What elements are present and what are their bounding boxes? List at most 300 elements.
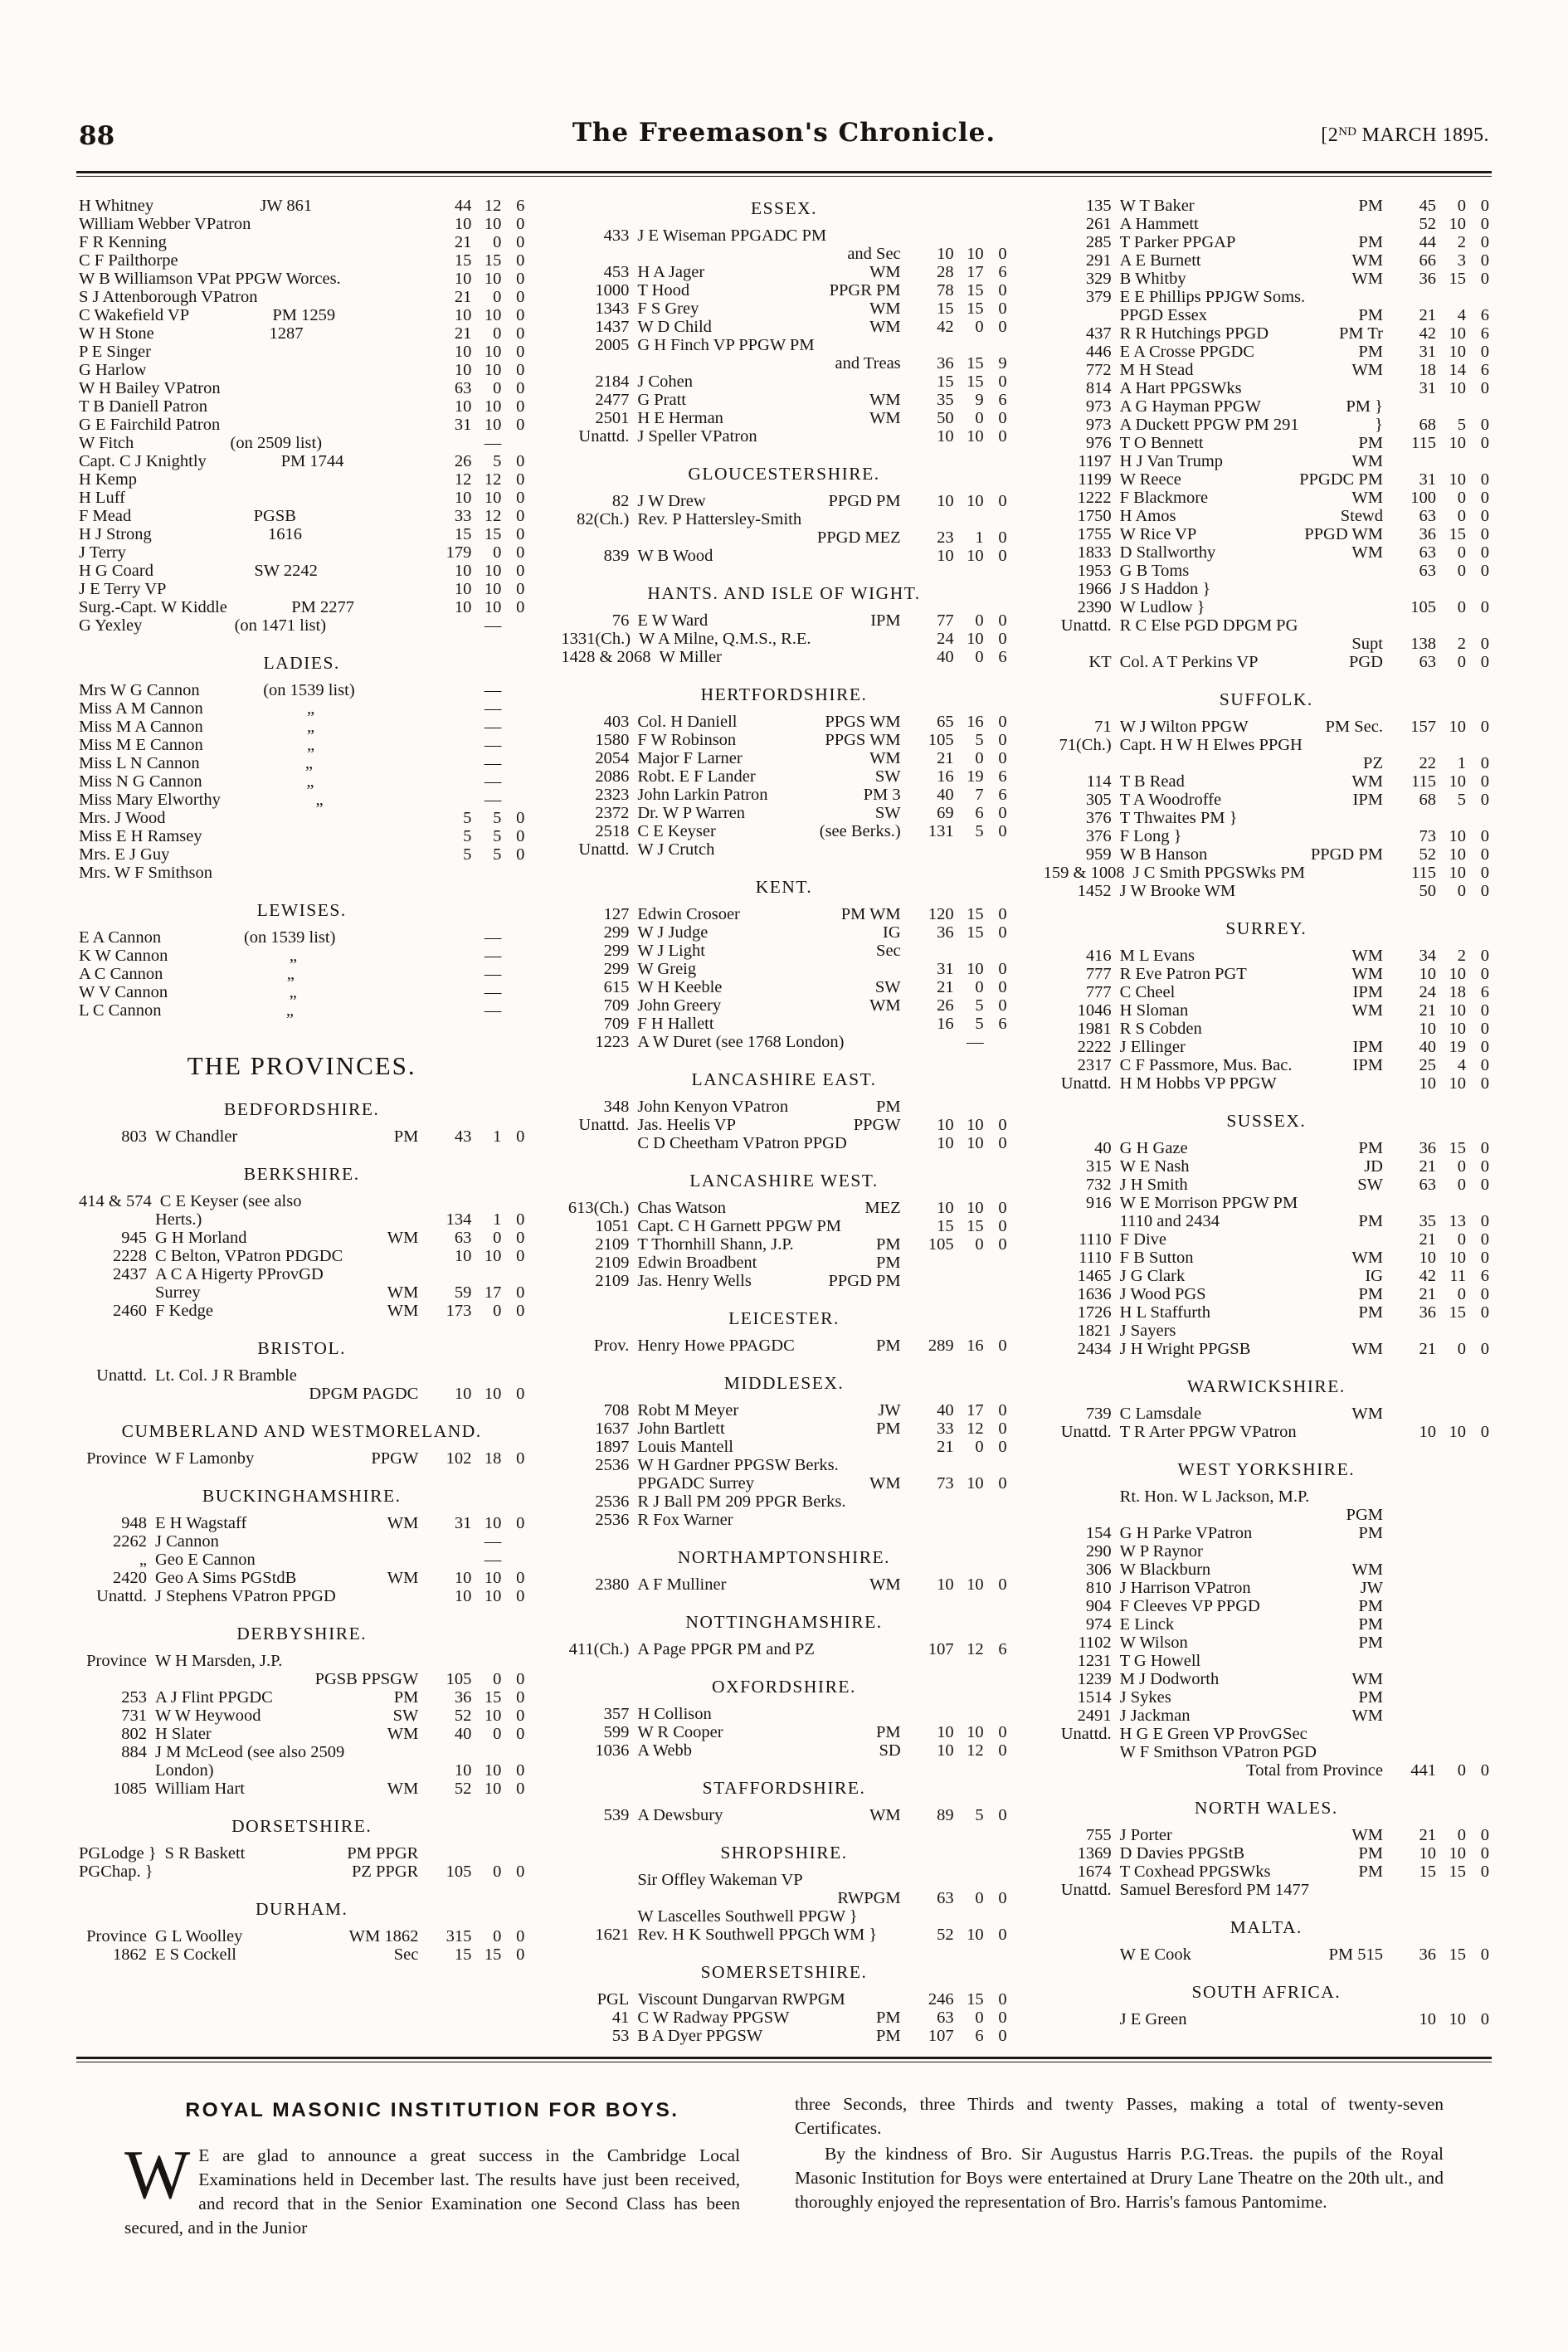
ledger-row [79,270,524,288]
amount-pounds: 33 [454,507,472,525]
member-name: W J Wilton PPGW [1119,718,1249,736]
amount-pounds: 10 [454,580,472,598]
amount-pounds: 10 [937,427,954,446]
ledger-row [561,1033,1006,1051]
amount-shillings: 5 [1457,791,1466,809]
member-name: W T Baker [1119,197,1195,215]
ledger-row [79,507,524,525]
lodge-number: 1110 [1079,1230,1112,1249]
amount-shillings: 0 [1457,1176,1466,1194]
amount-shillings: 0 [1457,598,1466,616]
lodge-number: 2460 [113,1302,147,1320]
amount-pounds: 35 [937,391,954,409]
amount-pence: 0 [1480,864,1489,882]
amount-pounds: 31 [454,1514,472,1532]
amount-pounds: 50 [1419,882,1436,900]
lodge-number: 40 [1094,1139,1112,1157]
section-heading: BUCKINGHAMSHIRE. [202,1486,402,1506]
ledger-row [561,1575,1006,1594]
member-name: E A Cannon [79,928,162,947]
amount-pounds: 21 [937,749,954,767]
ledger-row [1044,1761,1489,1780]
amount-pence: 0 [998,1235,1007,1254]
lodge-number: 1981 [1077,1020,1112,1038]
amount-shillings: 0 [1457,1761,1466,1780]
lodge-number: 1821 [1077,1322,1112,1340]
member-name: W Ludlow } [1119,598,1205,616]
member-name: Chas Watson [637,1199,727,1217]
amount-pounds: 36 [1419,1139,1436,1157]
ledger-row [561,1806,1006,1824]
lodge-number: 1239 [1077,1670,1112,1688]
member-name: W J Crutch [637,840,715,859]
member-rank: WM [387,1229,419,1247]
amount-shillings: 5 [975,996,984,1015]
member-rank: PM [1358,233,1383,251]
member-rank: WM [1351,1249,1383,1267]
masthead-rule [76,171,1492,177]
lodge-number: 2222 [1077,1038,1112,1056]
ledger-row [561,978,1006,996]
section-heading: BEDFORDSHIRE. [223,1099,380,1119]
ledger-row [79,864,524,882]
lodge-number: 453 [603,263,630,281]
amount-pence: 0 [516,1127,525,1146]
amount-pounds: 21 [454,233,472,251]
amount-pounds: 31 [1419,470,1436,489]
lodge-number: 253 [121,1688,147,1707]
ledger-row [561,905,1006,923]
member-name: H L Staffurth [1119,1303,1210,1322]
amount-pounds: 10 [454,1761,472,1780]
amount-pence: 0 [1480,845,1489,864]
member-rank: PM [1358,343,1383,361]
ledger-row [1044,882,1489,900]
lodge-number: 1223 [595,1033,630,1051]
member-name: W Wilson [1119,1634,1188,1652]
member-name: W Miller [659,648,722,666]
member-name: Rt. Hon. W L Jackson, M.P. [1119,1488,1310,1506]
member-name: Sir Offley Wakeman VP [637,1871,803,1889]
member-rank: IPM [1352,1038,1383,1056]
amount-pence: 0 [516,489,525,507]
lodge-number: 731 [121,1707,147,1725]
member-rank: IPM [1352,983,1383,1001]
issue-date-month-year: MARCH 1895. [1356,124,1489,146]
amount-pence: 6 [998,786,1007,804]
member-rank: PM [1358,434,1383,452]
member-name: F Mead [79,507,132,525]
member-name: H J Strong [79,525,152,543]
amount-shillings: 4 [1457,306,1466,324]
member-name: G Yexley [79,616,143,635]
member-name: W E Nash [1119,1157,1190,1176]
amount-pounds: 73 [1419,827,1436,845]
member-name: Mrs. J Wood [79,809,166,827]
amount-pence: 0 [998,804,1007,822]
amount-pounds: 24 [1419,983,1436,1001]
member-rank: WM [1351,1001,1383,1020]
lodge-number: 1343 [595,299,630,318]
amount-pounds: 105 [446,1670,472,1688]
lodge-number: Province [86,1927,147,1945]
amount-pence: 0 [998,1575,1007,1594]
member-name: Robt M Meyer [637,1401,739,1419]
amount-pence: 0 [998,1217,1007,1235]
ledger-row [79,754,524,772]
lodge-number: 437 [1085,324,1112,343]
amount-shillings: 17 [967,263,984,281]
member-rank: „ [307,718,315,736]
amount-shillings: 0 [975,648,984,666]
amount-shillings: 15 [967,905,984,923]
amount-shillings: 0 [493,1670,502,1688]
member-name: F R Kenning [79,233,167,251]
ledger-row [1044,1579,1489,1597]
ledger-row [79,1302,524,1320]
amount-pence: 0 [516,1780,525,1798]
ledger-row [1044,1561,1489,1579]
amount-shillings: 0 [1457,882,1466,900]
member-name: B Whitby [1119,270,1186,288]
amount-pence: 6 [998,1015,1007,1033]
ledger-row [1044,379,1489,397]
amount-pounds: 21 [1419,1340,1436,1358]
issue-date-ordinal: ND [1338,125,1356,139]
amount-shillings: 10 [1449,718,1466,736]
amount-pounds: 115 [1410,772,1436,791]
lodge-number: 376 [1085,827,1112,845]
amount-pence: 0 [998,1199,1007,1217]
ledger-row [79,343,524,361]
ledger-row [79,1532,524,1551]
member-rank: IG [883,923,901,942]
section-heading: WARWICKSHIRE. [1186,1376,1346,1396]
member-rank: and Treas [835,354,901,373]
ledger-row [1044,361,1489,379]
amount-pounds: 10 [454,562,472,580]
member-name: Col. H Daniell [637,713,738,731]
lodge-number: Unattd. [1060,1423,1112,1441]
amount-pounds: 15 [1419,1863,1436,1881]
member-name: C E Keyser [637,822,716,840]
amount-pence: 0 [1480,1303,1489,1322]
ledger-row [79,543,524,562]
amount-pence: 0 [998,318,1007,336]
amount-pounds: 107 [928,1640,954,1658]
section-heading: NORTH WALES. [1194,1798,1338,1818]
amount-pounds: 36 [1419,270,1436,288]
lodge-number: Province [86,1449,147,1468]
amount-shillings: 17 [967,1401,984,1419]
member-rank: PPGD MEZ [816,528,901,547]
ledger-row [79,233,524,251]
lodge-number: 2501 [595,409,630,427]
amount-shillings: 10 [484,397,502,416]
amount-pounds: 35 [1419,1212,1436,1230]
lodge-number: PGChap. } [79,1863,153,1881]
ledger-row [1044,1707,1489,1725]
amount-pounds: 68 [1419,416,1436,434]
member-name: Edwin Crosoer [637,905,740,923]
ledger-row [561,427,1006,446]
ledger-row [561,2027,1006,2045]
member-name: J Ellinger [1119,1038,1186,1056]
amount-pence: 0 [516,845,525,864]
amount-shillings: — [484,965,502,983]
amount-pence: 0 [1480,598,1489,616]
amount-pence: 0 [1480,1945,1489,1964]
member-rank: WM [869,1806,901,1824]
member-name: Jas. Heelis VP [637,1116,736,1134]
ledger-row [1044,1542,1489,1561]
ledger-row [1044,1285,1489,1303]
member-name: D Stallworthy [1119,543,1216,562]
member-rank: PM [876,1419,901,1438]
section-heading: LADIES. [263,653,340,673]
member-name: C Lamsdale [1119,1405,1202,1423]
lodge-number: Unattd. [578,427,630,446]
amount-pence: 0 [516,288,525,306]
member-name: H A Jager [637,263,705,281]
lodge-number: 1862 [113,1945,147,1964]
member-rank: WM [387,1569,419,1587]
lodge-number: 2437 [113,1265,147,1283]
amount-shillings: 15 [1449,270,1466,288]
member-name: P E Singer [79,343,151,361]
lodge-number: 599 [603,1723,630,1741]
amount-pence: 0 [1480,562,1489,580]
ledger-row [561,1199,1006,1217]
member-name: William Hart [155,1780,245,1798]
ledger-row [1044,635,1489,653]
ledger-row [79,580,524,598]
ledger-row [79,845,524,864]
amount-pounds: 50 [937,409,954,427]
ledger-row [1044,809,1489,827]
member-name: T Hood [637,281,690,299]
member-name: Robt. E F Lander [637,767,756,786]
ledger-row [1044,343,1489,361]
member-name: W B Williamson VPat PPGW Worces. [79,270,341,288]
amount-pence: 0 [516,507,525,525]
amount-pounds: 43 [454,1127,472,1146]
amount-shillings: 10 [1449,1020,1466,1038]
member-name: Geo A Sims PGStdB [155,1569,297,1587]
lodge-number: 709 [603,1015,630,1033]
amount-pence: 0 [1480,233,1489,251]
member-name: L C Cannon [79,1001,162,1020]
lodge-number: 299 [603,923,630,942]
ledger-row [1044,1844,1489,1863]
member-name: T Thwaites PM } [1119,809,1238,827]
amount-pounds: 15 [454,251,472,270]
amount-pence: 0 [998,713,1007,731]
ledger-row [1044,1945,1489,1964]
member-name: J C Smith PPGSWks PM [1132,864,1305,882]
member-name: T Thornhill Shann, J.P. [637,1235,794,1254]
member-name: J Porter [1119,1826,1172,1844]
amount-shillings: 13 [1449,1212,1466,1230]
member-name: C W Radway PPGSW [637,2009,790,2027]
amount-pounds: 10 [937,1723,954,1741]
lodge-number: 709 [603,996,630,1015]
amount-pence: 0 [1480,772,1489,791]
amount-shillings: 10 [484,598,502,616]
member-rank: PPGDC PM [1299,470,1383,489]
amount-pounds: 173 [446,1302,472,1320]
member-name: J Stephens VPatron PPGD [155,1587,336,1605]
member-name: Jas. Henry Wells [637,1272,752,1290]
amount-pence: 0 [1480,1423,1489,1441]
amount-pounds: 10 [454,270,472,288]
ledger-row [79,397,524,416]
ledger-row [561,713,1006,731]
amount-pounds: 15 [937,1217,954,1235]
amount-pounds: 36 [937,354,954,373]
ledger-row [79,1707,524,1725]
member-name: J Terry [79,543,126,562]
section-heading: LEICESTER. [728,1308,840,1328]
member-rank: (on 1539 list) [243,928,336,947]
amount-shillings: 15 [967,923,984,942]
amount-pounds: 66 [1419,251,1436,270]
ledger-row [1044,1038,1489,1056]
ledger-row [1044,525,1489,543]
ledger-row [561,245,1006,263]
member-rank: PPGS WM [825,713,901,731]
member-name: G H Finch VP PPGW PM [637,336,815,354]
member-name: John Greery [637,996,722,1015]
amount-pence: 0 [1480,1157,1489,1176]
member-rank: DPGM PAGDC [309,1385,419,1403]
section-heading: SOMERSETSHIRE. [700,1962,868,1982]
amount-pounds: 26 [454,452,472,470]
ledger-row [79,1265,524,1283]
member-name: Rev. P Hattersley-Smith [637,510,802,528]
amount-pounds: 21 [1419,306,1436,324]
ledger-row [79,306,524,324]
ledger-row [561,1419,1006,1438]
member-name: G H Morland [155,1229,247,1247]
ledger-row [1044,983,1489,1001]
lodge-number: 411(Ch.) [568,1640,630,1658]
member-name: Miss M A Cannon [79,718,203,736]
lodge-number: 1953 [1077,562,1112,580]
section-heading: OXFORDSHIRE. [712,1677,856,1697]
amount-pence: 0 [998,1806,1007,1824]
member-rank: PGM [1346,1506,1383,1524]
member-rank: WM [869,996,901,1015]
lodge-number: 2317 [1077,1056,1112,1074]
amount-pounds: 10 [937,1134,954,1152]
ledger-row [561,1401,1006,1419]
ledger-row [1044,324,1489,343]
lodge-number: 1369 [1077,1844,1112,1863]
ledger-row [79,616,524,635]
amount-pence: 0 [998,611,1007,630]
amount-pence: 0 [998,978,1007,996]
member-rank: PGD [1348,653,1383,671]
member-rank: PM [1358,1139,1383,1157]
amount-shillings: 10 [967,1474,984,1493]
lodge-number: 1621 [595,1926,630,1944]
ledger-row [79,965,524,983]
member-rank: IPM [1352,1056,1383,1074]
amount-shillings: 19 [967,767,984,786]
member-name: A Duckett PPGW PM 291 [1119,416,1299,434]
member-rank: JW [878,1401,901,1419]
amount-shillings: 0 [1457,1285,1466,1303]
amount-pounds: 63 [1419,562,1436,580]
amount-shillings: 10 [484,1707,502,1725]
amount-shillings: 0 [1457,507,1466,525]
member-name: C Cheel [1119,983,1176,1001]
ledger-row [1044,653,1489,671]
amount-shillings: 10 [1449,1249,1466,1267]
member-name: Lt. Col. J R Bramble [155,1366,297,1385]
amount-pence: 0 [1480,635,1489,653]
amount-shillings: 15 [1449,1863,1466,1881]
amount-pence: 0 [1480,791,1489,809]
member-name: W H Gardner PPGSW Berks. [637,1456,839,1474]
ledger-row [561,1272,1006,1290]
member-rank: WM [869,299,901,318]
amount-shillings: 15 [484,1945,502,1964]
section-heading: NORTHAMPTONSHIRE. [677,1547,891,1567]
amount-pence: 0 [998,960,1007,978]
amount-pounds: 63 [937,1889,954,1907]
member-rank: SW 2242 [254,562,318,580]
amount-pence: 0 [1480,215,1489,233]
member-rank: WM [1351,270,1383,288]
amount-pence: 0 [1480,882,1489,900]
member-rank: Supt [1351,635,1383,653]
amount-pence: 0 [1480,379,1489,397]
member-name: F Blackmore [1119,489,1209,507]
section-heading: SUFFOLK. [1219,689,1313,709]
lodge-number: 433 [603,226,630,245]
ledger-row [561,822,1006,840]
member-name: W F Smithson VPatron PGD [1119,1743,1317,1761]
amount-pounds: 21 [937,1438,954,1456]
amount-shillings: 10 [967,547,984,565]
amount-pence: 0 [998,905,1007,923]
amount-pence: 0 [1480,416,1489,434]
section-heading: SOUTH AFRICA. [1191,1982,1342,2002]
member-name: J E Green [1119,2010,1187,2028]
lodge-number: 315 [1085,1157,1112,1176]
member-name: Rev. H K Southwell PPGCh WM } [637,1926,878,1944]
amount-shillings: 10 [967,1575,984,1594]
lodge-number: 2434 [1077,1340,1112,1358]
amount-pounds: 10 [454,361,472,379]
member-rank: SW [874,978,901,996]
member-name: Major F Larner [637,749,743,767]
amount-shillings: 10 [484,361,502,379]
amount-shillings: 0 [975,409,984,427]
amount-pence: 0 [998,1723,1007,1741]
member-name: E E Phillips PPJGW Soms. [1119,288,1306,306]
member-rank: MEZ [864,1199,901,1217]
amount-pounds: 24 [937,630,954,648]
lodge-number: 708 [603,1401,630,1419]
lodge-number: 539 [603,1806,630,1824]
member-rank: PZ [1363,754,1383,772]
member-name: J M McLeod (see also 2509 [155,1743,345,1761]
amount-shillings: 10 [484,343,502,361]
member-name: R Eve Patron PGT [1119,965,1247,983]
